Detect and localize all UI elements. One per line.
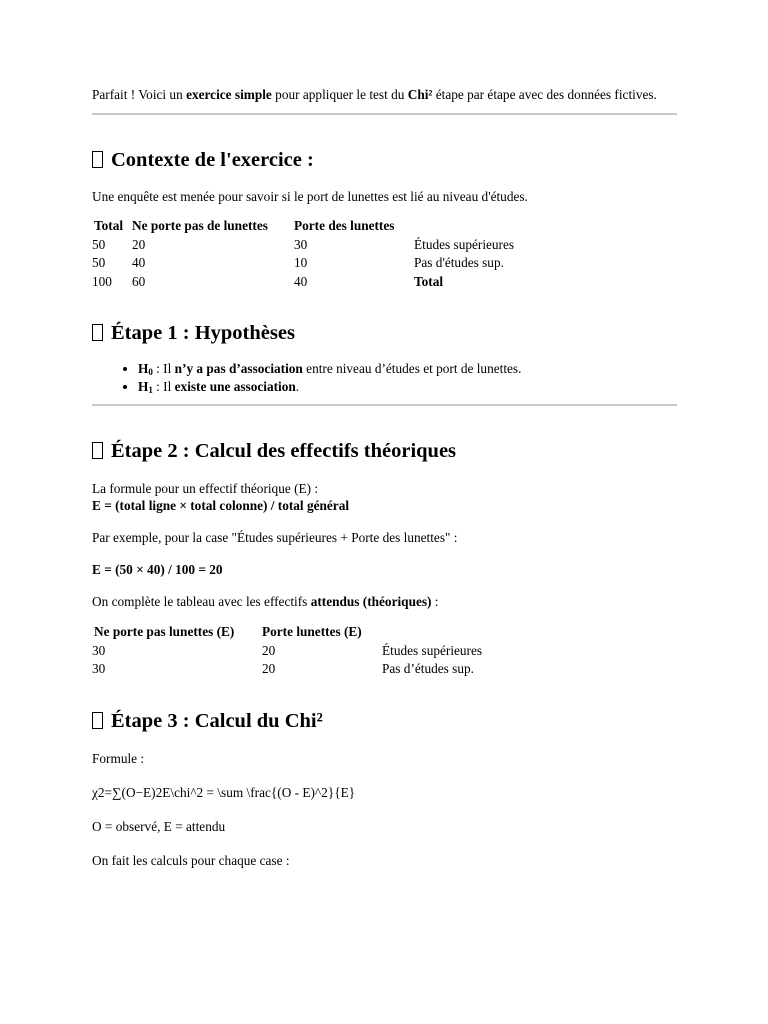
h1-bold: existe une association [174,378,296,394]
table-header-row [92,623,482,642]
col-header: Porte des lunettes [294,218,395,233]
table-cell: 30 [92,642,106,658]
h0-label: H [138,361,149,376]
intro-paragraph [92,86,677,103]
missing-glyph-icon [92,712,103,729]
heading-etape3 [92,709,677,733]
table-row [92,660,482,679]
table-row [92,236,514,255]
h0-text: entre niveau d’études et port de lunettes. [302,361,522,376]
table-cell: 60 [132,273,146,289]
example-calc-bold: E = (50 × 40) / 100 = 20 [92,562,223,577]
table-cell: 10 [294,255,308,270]
h1-sub: 1 [148,384,153,395]
complete-text [92,593,677,610]
table-cell: 30 [92,661,106,676]
h1-text: . [295,378,300,394]
col-header: Porte lunettes (E) [262,624,362,639]
col-header: Ne porte pas lunettes (E) [94,624,235,639]
legend-text: O = observé, E = attendu [92,818,226,834]
h0-text: : Il [152,361,175,376]
list-item [138,378,677,396]
missing-glyph-icon [92,442,103,459]
table-cell: 20 [132,236,146,252]
formula-bold: E = (total ligne × total colonne) / total général [92,498,350,513]
intro-text: étape par étape avec des données fictives. [432,87,657,102]
table-cell: 100 [92,273,112,289]
table-row [92,254,514,273]
h1-text: : Il [152,378,175,394]
table-header-row [92,217,514,236]
table-cell: 40 [132,255,146,270]
heading-text: Étape 1 : Hypothèses [111,322,295,344]
contexte-text: Une enquête est menée pour savoir si le port de lunettes est lié au niveau d'études. [92,189,528,204]
col-header: Total [94,218,124,233]
complete-bold: attendus (théoriques) [310,594,432,609]
hypotheses-list [92,360,677,395]
heading-text: Contexte de l'exercice : [111,149,314,171]
observed-table [92,217,514,291]
table-row [92,273,514,292]
table-cell: 50 [92,255,106,270]
h0-bold: n’y a pas d’association [174,361,303,376]
document-body [92,86,677,869]
intro-text: Parfait ! Voici un [92,87,187,102]
complete-text-part: On complète le tableau avec les effectifs [92,594,311,609]
formula-intro: La formule pour un effectif théorique (E) : [92,481,319,496]
heading-etape2 [92,439,677,463]
chi-formula: χ2=∑(O−E)2E\chi^2 = \sum \frac{(O - E)^2}{E} [92,784,356,800]
total-label: Total [414,273,444,289]
divider [92,113,677,115]
col-header [382,623,482,642]
example-calc [92,561,677,578]
table-cell: 50 [92,236,106,252]
col-header: Ne porte pas de lunettes [132,218,268,233]
h0-sub: 0 [148,367,153,377]
list-item [138,360,677,378]
table-cell: Pas d'études sup. [414,255,504,270]
example-text: Par exemple, pour la case "Études supérieures + Porte des lunettes" : [92,530,458,545]
table-cell: 30 [294,236,308,252]
intro-text: pour appliquer le test du [271,87,408,102]
missing-glyph-icon [92,151,103,168]
table-cell: 20 [262,642,276,658]
heading-etape1 [92,321,677,345]
intro-bold-chi: Chi² [407,87,433,102]
missing-glyph-icon [92,324,103,341]
formule-label: Formule : [92,750,145,766]
complete-text-part: : [431,594,439,609]
formula [92,497,677,514]
heading-contexte [92,148,677,172]
table-cell: Études supérieures [414,236,515,252]
expected-table [92,623,482,679]
intro-bold-exercice: exercice simple [186,87,272,102]
table-cell: 20 [262,661,276,676]
h1-label: H [138,378,149,394]
col-header [414,217,514,236]
heading-text: Étape 3 : Calcul du Chi² [111,709,323,732]
calc-text: On fait les calculs pour chaque case : [92,852,290,868]
heading-text: Étape 2 : Calcul des effectifs théoriques [111,440,457,462]
table-row [92,642,482,661]
table-cell: Études supérieures [382,642,483,658]
table-cell: 40 [294,273,308,289]
divider [92,404,677,406]
table-cell: Pas d’études sup. [382,661,474,676]
table-cell [414,273,514,292]
